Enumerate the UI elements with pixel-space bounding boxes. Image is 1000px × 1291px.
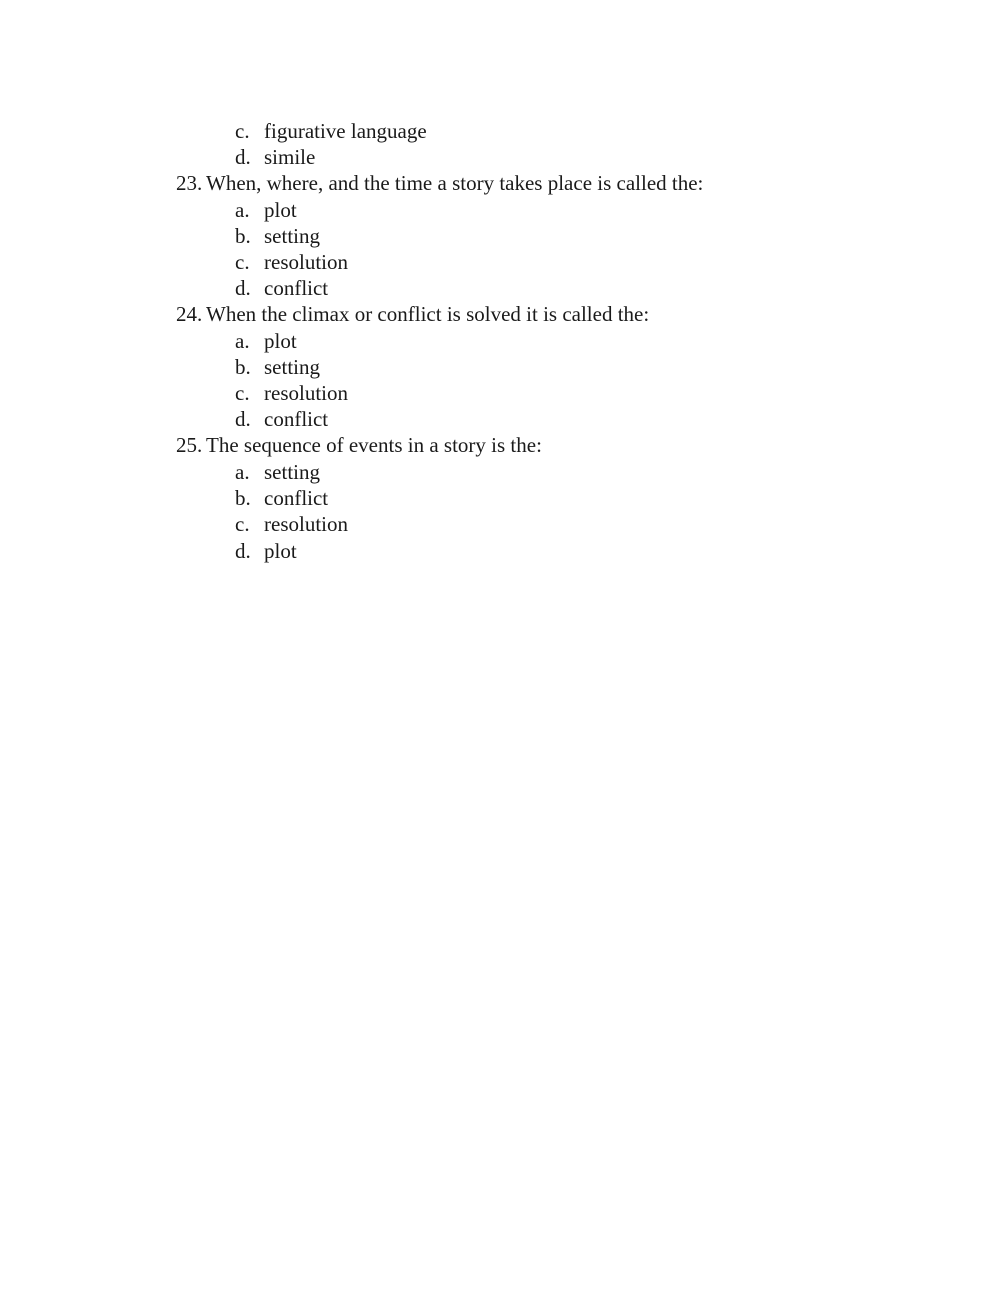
option-text: plot — [264, 329, 297, 353]
option-text: conflict — [264, 486, 329, 510]
option-text: simile — [264, 145, 316, 169]
option-text: conflict — [264, 407, 329, 431]
question-number: 24. — [176, 302, 203, 326]
option-text: plot — [264, 539, 297, 563]
option-letter: c. — [235, 250, 250, 274]
question-number: 25. — [176, 433, 203, 457]
option-letter: a. — [235, 198, 250, 222]
option-letter: d. — [235, 145, 251, 169]
question-text: When the climax or conflict is solved it is called the: — [206, 302, 650, 326]
option-letter: c. — [235, 381, 250, 405]
question-number: 23. — [176, 171, 203, 195]
option-text: setting — [264, 224, 320, 248]
option-letter: b. — [235, 486, 251, 510]
option-letter: d. — [235, 539, 251, 563]
option-text: figurative language — [264, 119, 427, 143]
option-letter: d. — [235, 407, 251, 431]
option-text: conflict — [264, 276, 329, 300]
option-text: resolution — [264, 381, 348, 405]
option-text: resolution — [264, 512, 348, 536]
option-text: resolution — [264, 250, 348, 274]
option-text: setting — [264, 460, 320, 484]
question-text: The sequence of events in a story is the: — [206, 433, 542, 457]
option-letter: a. — [235, 460, 250, 484]
question-text: When, where, and the time a story takes place is called the: — [206, 171, 704, 195]
option-text: plot — [264, 198, 297, 222]
option-letter: c. — [235, 119, 250, 143]
option-letter: b. — [235, 224, 251, 248]
option-letter: a. — [235, 329, 250, 353]
option-letter: c. — [235, 512, 250, 536]
option-letter: d. — [235, 276, 251, 300]
option-text: setting — [264, 355, 320, 379]
option-letter: b. — [235, 355, 251, 379]
